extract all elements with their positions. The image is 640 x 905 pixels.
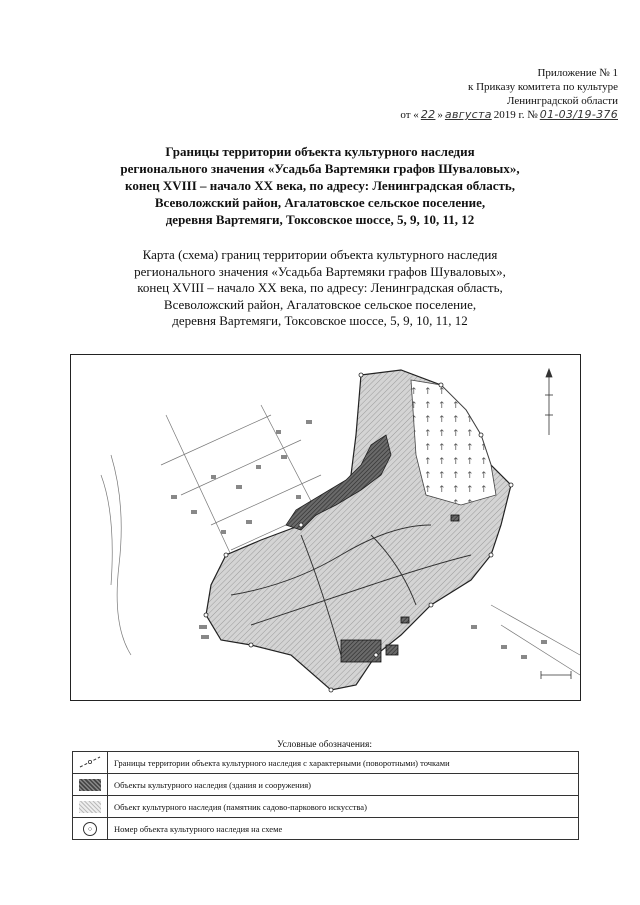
caption-line-4: Всеволожский район, Агалатовское сельское поселение, — [163, 296, 477, 312]
appendix-block — [358, 66, 618, 122]
legend-heading: Условные обозначения: — [276, 740, 372, 750]
order-day: 22 — [420, 108, 436, 121]
title-line-4: Всеволожский район, Агалатовское сельское поселение, — [154, 195, 486, 210]
legend-row — [73, 752, 579, 774]
order-line — [358, 108, 618, 122]
appendix-line-1: Приложение № 1 — [537, 67, 618, 79]
light-hatch-icon — [79, 801, 101, 813]
document-title — [60, 143, 580, 228]
scale-bar-icon — [541, 671, 571, 679]
legend-row — [73, 818, 579, 840]
order-mid: » — [437, 109, 443, 121]
order-year: 2019 г. № — [493, 109, 538, 121]
title-line-3: конец XVIII – начало XX века, по адресу: Ленинградская область, — [125, 178, 515, 193]
appendix-line-2: к Приказу комитета по культуре — [467, 81, 618, 93]
boundary-map — [70, 354, 581, 701]
north-arrow-icon — [545, 369, 553, 435]
legend-text: Границы территории объекта культурного наследия с характерными (поворотными) точками — [108, 752, 579, 774]
legend-text: Объекты культурного наследия (здания и сооружения) — [108, 774, 579, 796]
legend-table — [72, 751, 579, 840]
caption-line-3: конец XVIII – начало XX века, по адресу: Ленинградская область, — [137, 280, 503, 295]
legend-row — [73, 774, 579, 796]
legend-row — [73, 796, 579, 818]
title-line-1: Границы территории объекта культурного наследия — [165, 144, 475, 159]
caption-line-2: регионального значения «Усадьба Вартемяки графов Шуваловых», — [134, 263, 506, 279]
order-prefix: от « — [400, 109, 419, 121]
map-drawing — [71, 355, 580, 700]
wooded-area — [411, 380, 496, 505]
map-caption — [60, 247, 580, 330]
title-line-2: регионального значения «Усадьба Вартемяки графов Шуваловых», — [120, 161, 520, 176]
title-line-5: деревня Вартемяги, Токсовское шоссе, 5, 9, 10, 11, 12 — [165, 212, 475, 227]
appendix-line-3: Ленинградской области — [507, 95, 618, 107]
order-number: 01-03/19-376 — [539, 108, 618, 121]
dark-hatch-icon — [79, 779, 101, 791]
caption-line-5: деревня Вартемяги, Токсовское шоссе, 5, 9, 10, 11, 12 — [172, 313, 468, 328]
boundary-line-icon — [78, 755, 102, 769]
legend-text: Номер объекта культурного наследия на схеме — [108, 818, 579, 840]
order-month: августа — [444, 108, 492, 121]
caption-line-1: Карта (схема) границ территории объекта культурного наследия — [142, 247, 498, 262]
object-number-icon: ○ — [83, 822, 97, 836]
legend-text: Объект культурного наследия (памятник садово-паркового искусства) — [108, 796, 579, 818]
